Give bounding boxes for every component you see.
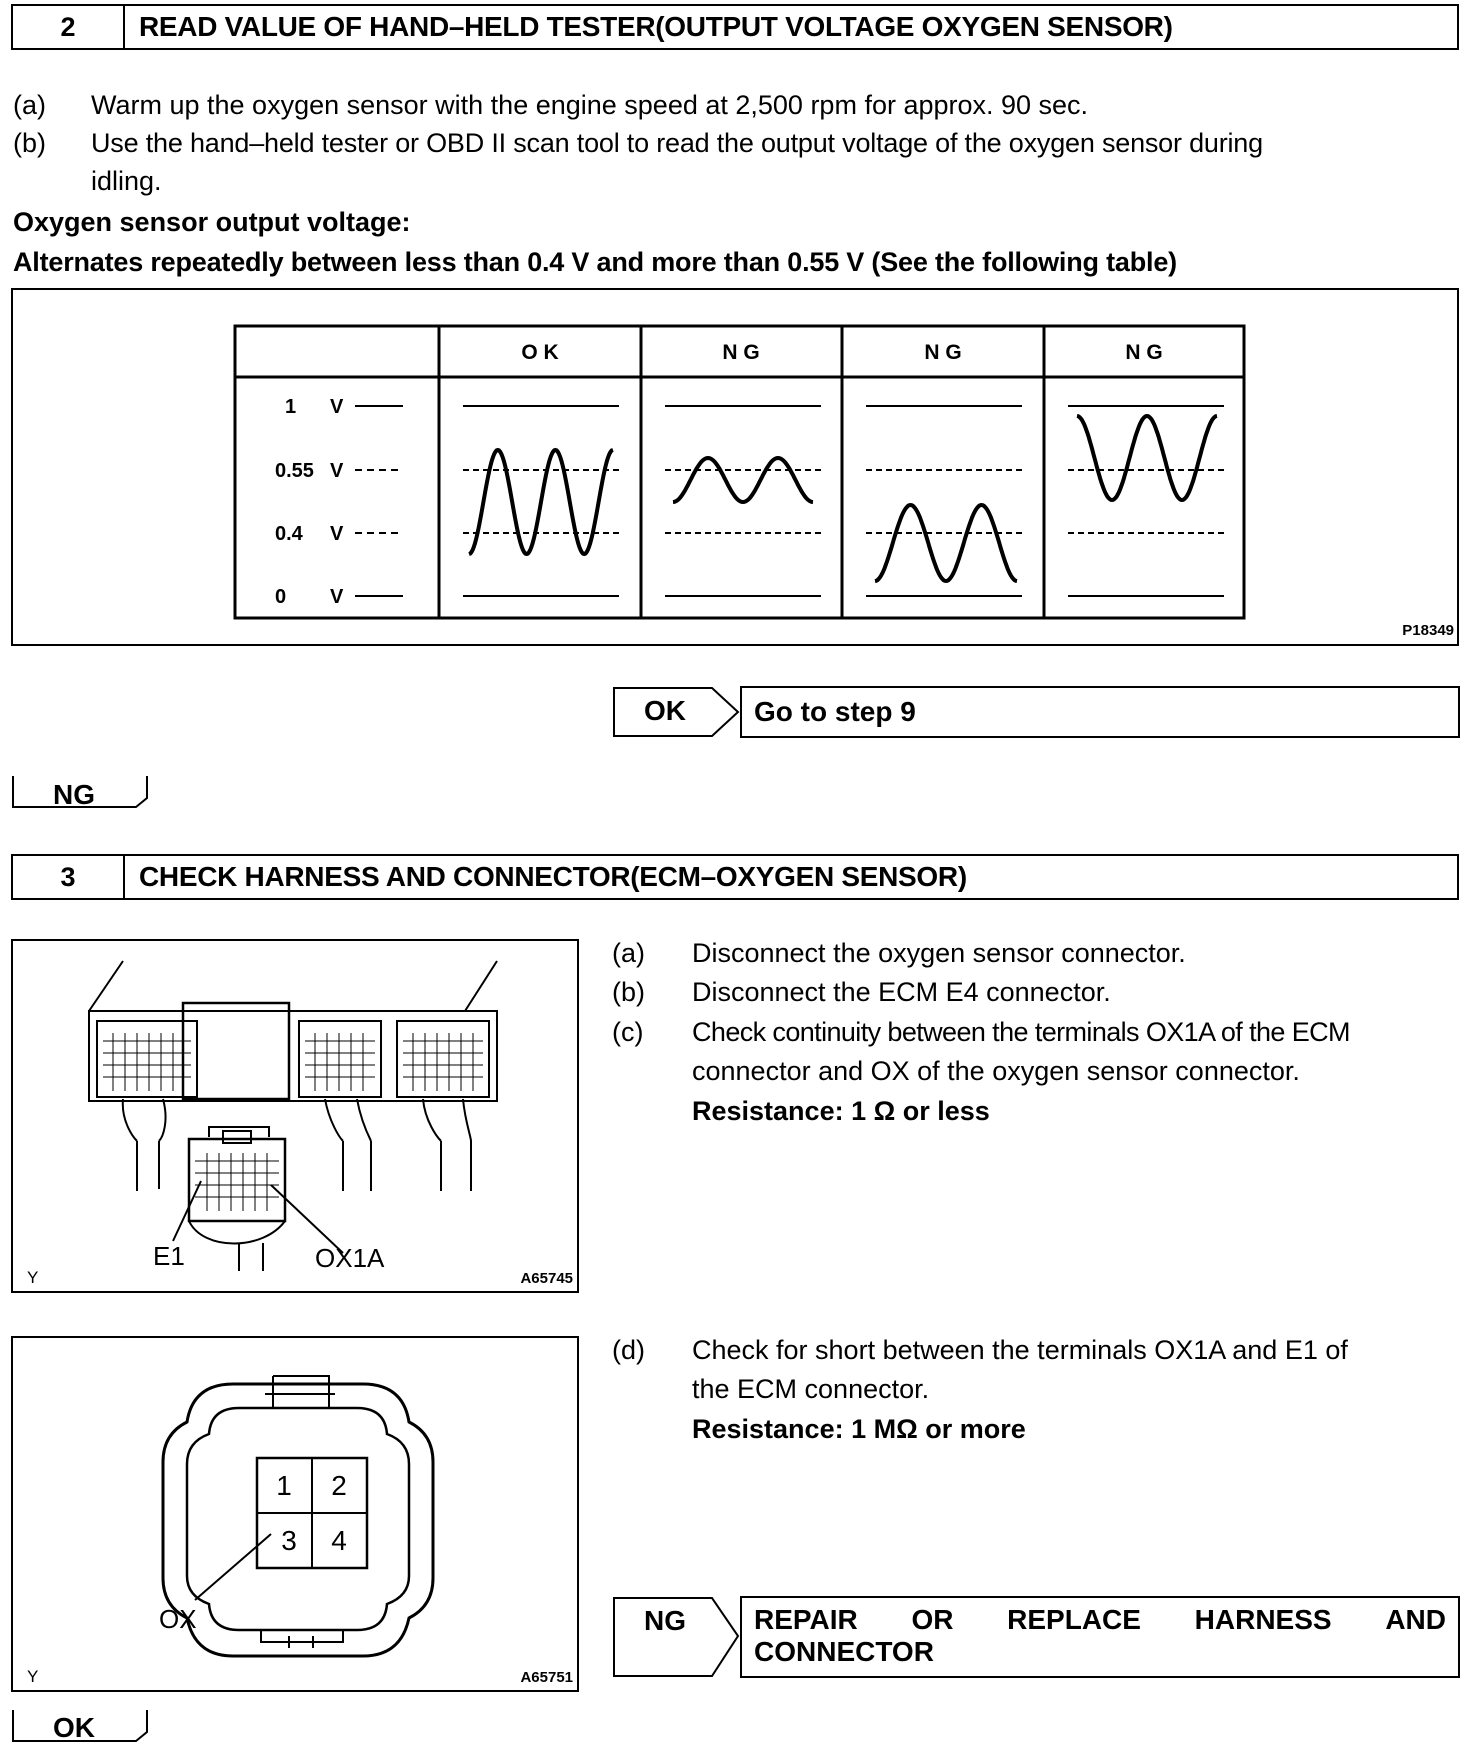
result-ok-group — [612, 686, 1460, 738]
waveform-ng-low-amplitude — [673, 458, 813, 502]
ng-tab — [11, 774, 151, 816]
step3-item-d-text: Check for short between the terminals OX1A and E1 of — [692, 1335, 1348, 1365]
step3-item-d-label: (d) — [612, 1335, 645, 1365]
step2-item-b-label: (b) — [13, 128, 46, 158]
step3-item-c-text2: connector and OX of the oxygen sensor connector. — [692, 1056, 1300, 1086]
header-ng-2: N G — [924, 341, 962, 364]
step3-item-a-label: (a) — [612, 938, 645, 968]
waveform-ng-high-bias — [1077, 416, 1217, 500]
step-title: CHECK HARNESS AND CONNECTOR(ECM–OXYGEN SENSOR) — [139, 861, 967, 892]
ecm-connector-figure — [11, 939, 579, 1293]
step2-item-a-text: Warm up the oxygen sensor with the engine speed at 2,500 rpm for approx. 90 sec. — [91, 90, 1089, 120]
step-number: 3 — [13, 856, 125, 898]
spec-heading: Oxygen sensor output voltage: — [13, 207, 411, 237]
step3-item-c-text: Check continuity between the terminals OX1A of the ECM — [692, 1017, 1350, 1047]
result-ng-word: HARNESS — [1194, 1604, 1332, 1635]
step3-item-c-label: (c) — [612, 1017, 644, 1047]
step2-item-b-text2: idling. — [91, 166, 162, 196]
corner-y: Y — [27, 1667, 39, 1686]
spec-value: Alternates repeatedly between less than 0.4 V and more than 0.55 V (See the following table) — [13, 247, 1177, 277]
result-ng-word: REPAIR — [754, 1604, 858, 1635]
waveform-ng-low-bias — [875, 505, 1017, 581]
label-e1: E1 — [153, 1241, 185, 1271]
result-ok-tag: OK — [644, 695, 686, 726]
volt-unit-04: V — [330, 523, 344, 545]
header-ng-3: N G — [1125, 341, 1163, 364]
figure-id-a65751: A65751 — [520, 1669, 573, 1686]
figure-id-a65745: A65745 — [520, 1270, 573, 1287]
result-ng-line2: CONNECTOR — [754, 1636, 934, 1667]
step3-item-d-text2: the ECM connector. — [692, 1374, 930, 1404]
pin-4: 4 — [331, 1525, 347, 1556]
label-ox1a: OX1A — [315, 1243, 385, 1273]
sensor-connector-figure — [11, 1336, 579, 1692]
step3-item-b-text: Disconnect the ECM E4 connector. — [692, 977, 1111, 1007]
ok-tab-label: OK — [53, 1712, 95, 1743]
pin-3: 3 — [281, 1525, 297, 1556]
result-ng-tag: NG — [644, 1605, 686, 1636]
volt-label-0: 0 — [275, 586, 287, 608]
step3-item-a-text: Disconnect the oxygen sensor connector. — [692, 938, 1186, 968]
result-ng-word: REPLACE — [1007, 1604, 1141, 1635]
ng-tab-label: NG — [53, 779, 95, 810]
pin-2: 2 — [331, 1470, 347, 1501]
resistance-spec-1: Resistance: 1 Ω or less — [692, 1096, 990, 1126]
corner-y: Y — [27, 1268, 39, 1287]
step-2-header — [11, 4, 1459, 50]
volt-label-04: 0.4 — [275, 523, 303, 545]
step3-item-b-label: (b) — [612, 977, 645, 1007]
resistance-spec-2: Resistance: 1 MΩ or more — [692, 1414, 1026, 1444]
step-title: READ VALUE OF HAND–HELD TESTER(OUTPUT VOLTAGE OXYGEN SENSOR) — [139, 11, 1173, 42]
result-ok-text: Go to step 9 — [754, 696, 916, 727]
result-ng-word: AND — [1385, 1604, 1446, 1635]
result-ng-line1 — [754, 1604, 1446, 1636]
ok-tab — [11, 1708, 151, 1754]
result-ok-box — [740, 686, 1460, 738]
header-ok: O K — [521, 341, 559, 364]
header-ng-1: N G — [722, 341, 760, 364]
step2-item-a-label: (a) — [13, 90, 46, 120]
waveform-ok — [469, 450, 613, 554]
volt-unit-055: V — [330, 460, 344, 482]
step-3-header — [11, 854, 1459, 900]
label-ox: OX — [159, 1604, 197, 1634]
result-ng-group — [612, 1596, 1460, 1678]
volt-unit-0: V — [330, 586, 344, 608]
step2-item-b-text: Use the hand–held tester or OBD II scan tool to read the output voltage of the oxygen sensor during — [91, 128, 1263, 158]
volt-label-1: 1 — [285, 396, 297, 418]
volt-label-055: 0.55 — [275, 460, 314, 482]
waveform-figure — [11, 288, 1459, 646]
result-ng-word: OR — [911, 1604, 954, 1635]
volt-unit-1: V — [330, 396, 344, 418]
result-ng-box — [740, 1596, 1460, 1678]
step-number: 2 — [13, 6, 125, 48]
figure-id-p18349: P18349 — [1402, 622, 1454, 639]
pin-1: 1 — [276, 1470, 292, 1501]
